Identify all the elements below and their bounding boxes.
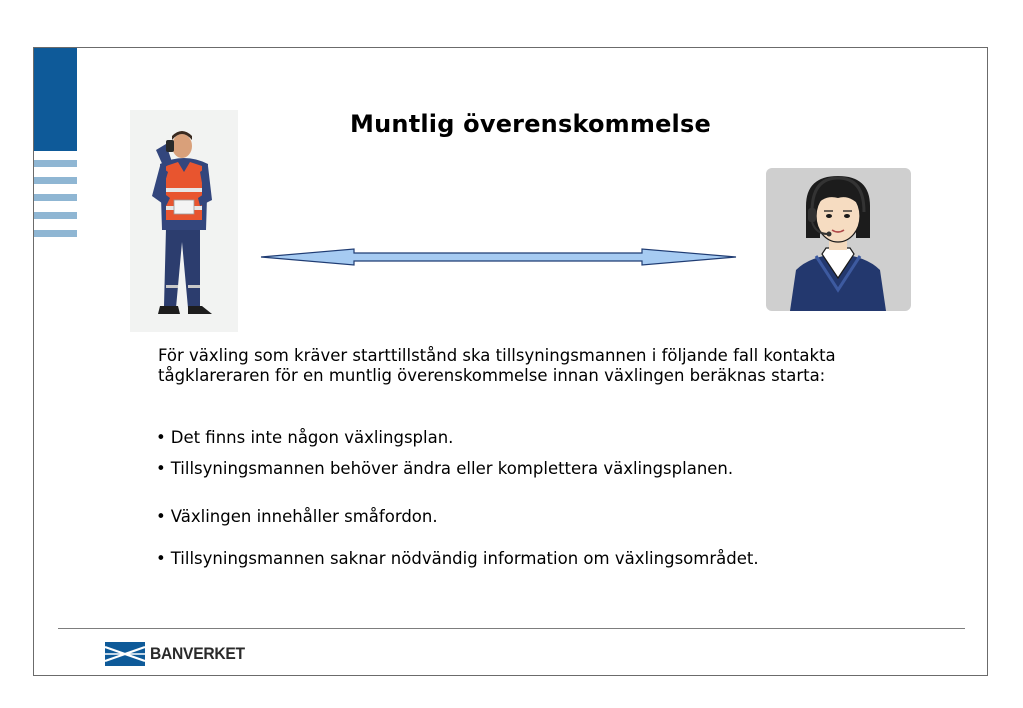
banverket-logo-icon [105,642,145,666]
banverket-logo [105,640,253,668]
footer-divider [58,628,965,629]
logo-text: BANVERKET [150,644,245,663]
list-item: • Det finns inte någon växlingsplan. [156,428,454,447]
railway-worker-icon [130,110,238,332]
operator-headset-icon [766,168,911,311]
list-item: • Tillsyningsmannen saknar nödvändig information om växlingsområdet. [156,549,759,568]
intro-paragraph: För växling som kräver starttillstånd ska tillsyningsmannen i följande fall kontakta tågklareraren för en muntlig överenskommelse innan växlingen beräknas starta: [158,346,836,385]
double-arrow-icon [260,248,738,266]
accent-stripe [34,160,77,167]
slide [33,47,988,676]
railway-worker-photo [130,110,238,332]
accent-stripe [34,212,77,219]
list-item: • Växlingen innehåller småfordon. [156,507,438,526]
accent-stripe [34,194,77,201]
accent-stripe [34,230,77,237]
accent-stripe [34,177,77,184]
slide-title: Muntlig överenskommelse [350,110,711,138]
list-item: • Tillsyningsmannen behöver ändra eller komplettera växlingsplanen. [156,459,734,478]
